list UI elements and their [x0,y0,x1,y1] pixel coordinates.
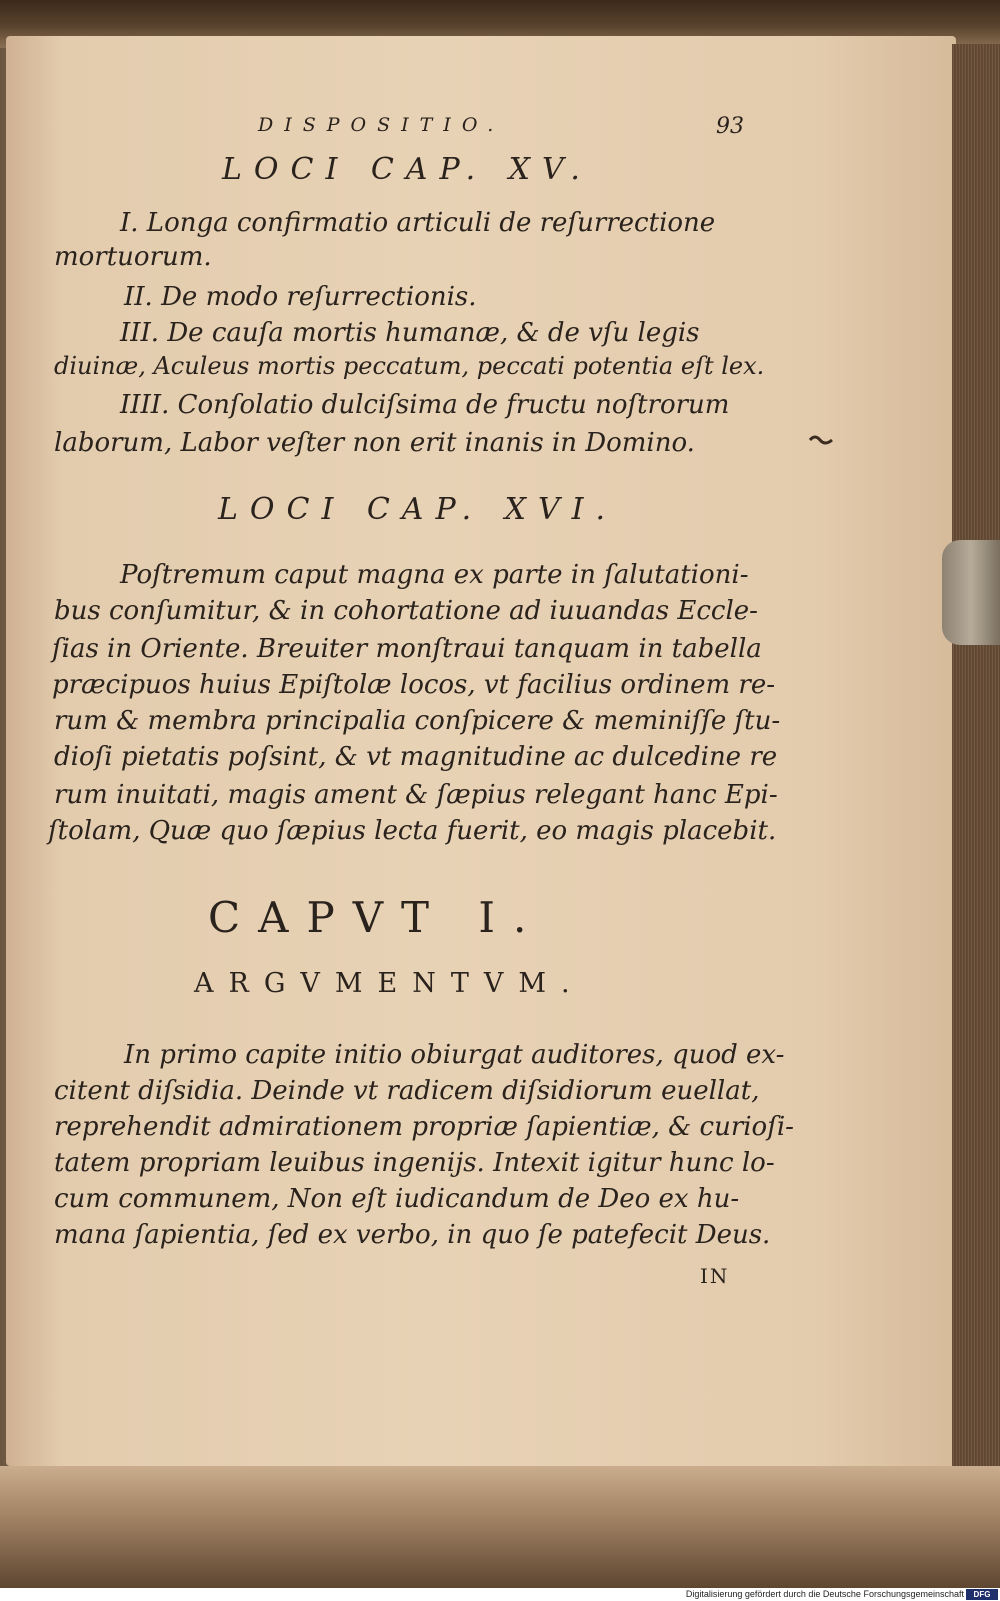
text-line: reprehendit admirationem propriæ ſapientiæ, & curioſi- [54,1112,794,1142]
text-line: rum inuitati, magis ament & ſæpius relegant hanc Epi- [54,780,778,810]
text-line: ſias in Oriente. Breuiter monſtraui tanquam in tabella [52,634,762,664]
text-line: tatem propriam leuibus ingenijs. Intexit igitur hunc lo- [54,1148,775,1178]
page-bottom-shadow [0,1466,1000,1588]
text-line: I. Longa confirmatio articuli de reſurrectione [120,208,716,238]
chapter-title: CAPVT I. [208,893,545,942]
text-line: præcipuos huius Epiſtolæ locos, vt facilius ordinem re- [52,670,776,700]
text-line: laborum, Labor veſter non erit inanis in Domino. [54,428,695,458]
text-line: mana ſapientia, ſed ex verbo, in quo ſe patefecit Deus. [54,1220,771,1250]
running-head: DISPOSITIO. [258,114,505,136]
section-heading-xvi: LOCI CAP. XVI. [218,492,618,527]
text-line: In primo capite initio obiurgat auditores, quod ex- [124,1040,785,1070]
text-line: Poſtremum caput magna ex parte in ſalutationi- [120,560,749,590]
text-line: diuinæ, Aculeus mortis peccatum, peccati potentia eſt lex. [54,352,765,380]
bookmark-tab [942,540,1000,645]
text-line: III. De cauſa mortis humanæ, & de vſu legis [120,318,700,348]
ink-mark-icon [808,434,834,446]
text-line: dioſi pietatis poſsint, & vt magnitudine ac dulcedine re [54,742,778,772]
catchword: IN [700,1264,730,1288]
chapter-subtitle: ARGVMENTVM. [194,968,585,999]
text-line: II. De modo reſurrectionis. [124,282,477,312]
page-number: 93 [716,114,744,139]
text-line: citent diſsidia. Deinde vt radicem diſsidiorum euellat, [54,1076,760,1106]
text-line: cum communem, Non eſt iudicandum de Deo ex hu- [54,1184,740,1214]
text-line: rum & membra principalia conſpicere & meminiſſe ſtu- [54,706,781,736]
text-line: ſtolam, Quæ quo ſæpius lecta fuerit, eo magis placebit. [48,816,777,846]
dfg-logo-icon: DFG [966,1589,998,1600]
text-line: mortuorum. [54,242,212,272]
text-line: bus conſumitur, & in cohortatione ad iuuandas Eccle- [54,596,758,626]
section-heading-xv: LOCI CAP. XV. [222,152,592,187]
text-line: IIII. Conſolatio dulciſsima de fructu noſtrorum [120,390,730,420]
footer-credit: Digitalisierung gefördert durch die Deutsche Forschungsgemeinschaft [685,1589,964,1599]
page-fore-edge [952,44,1000,1484]
footer-bar [0,1588,1000,1601]
